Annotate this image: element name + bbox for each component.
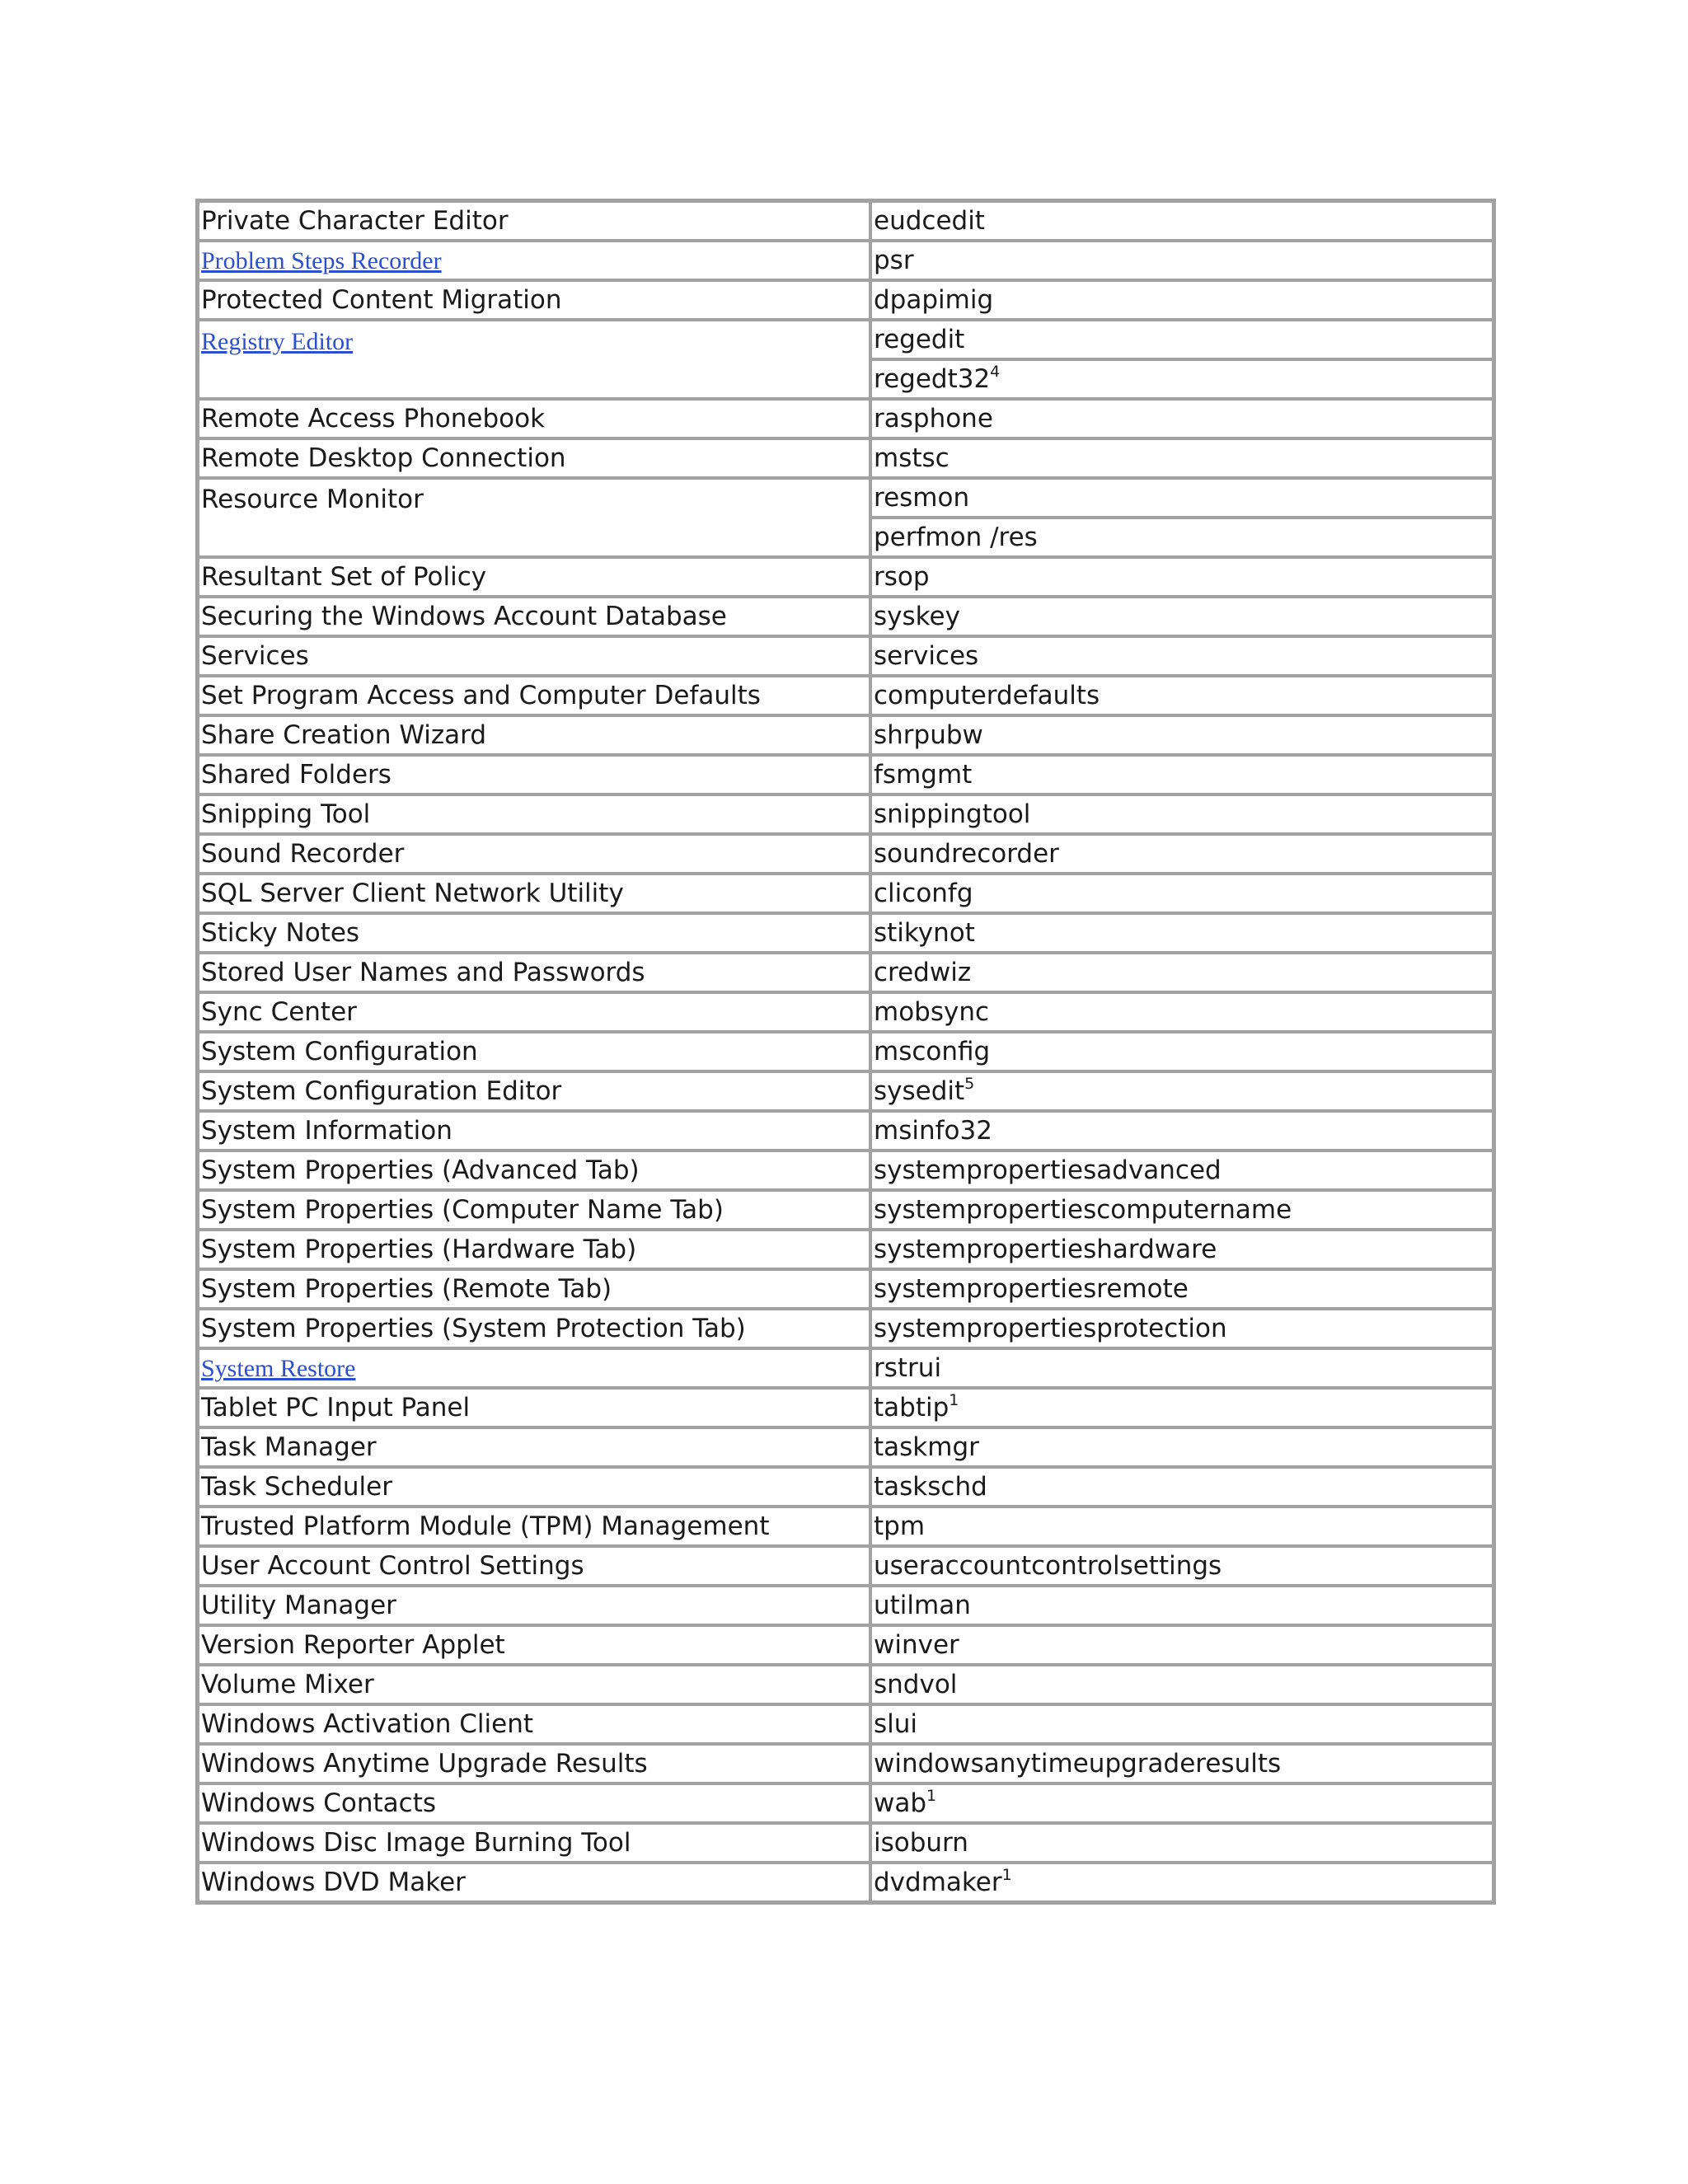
program-name: System Configuration Editor bbox=[201, 1076, 562, 1106]
table-row bbox=[198, 1863, 1493, 1902]
program-name-cell bbox=[198, 1269, 870, 1309]
command-text: rstrui bbox=[874, 1353, 942, 1383]
program-name-cell bbox=[198, 1704, 870, 1744]
command-cell bbox=[870, 1071, 1493, 1111]
command-cell bbox=[870, 636, 1493, 676]
program-name-cell bbox=[198, 1190, 870, 1230]
program-name-cell bbox=[198, 597, 870, 636]
program-name-cell bbox=[198, 755, 870, 794]
program-name: Resultant Set of Policy bbox=[201, 562, 487, 592]
command-cell bbox=[870, 794, 1493, 834]
program-name-cell bbox=[198, 1230, 870, 1269]
command-text: systempropertiescomputername bbox=[874, 1195, 1292, 1225]
program-name: System Properties (Remote Tab) bbox=[201, 1274, 612, 1304]
command-text: slui bbox=[874, 1709, 918, 1739]
table-row bbox=[198, 953, 1493, 992]
program-name-cell bbox=[198, 1032, 870, 1071]
command-text: perfmon /res bbox=[874, 523, 1038, 552]
program-name: System Configuration bbox=[201, 1037, 478, 1066]
footnote-marker: 4 bbox=[990, 363, 1001, 381]
command-cell bbox=[870, 1704, 1493, 1744]
command-cell bbox=[870, 320, 1493, 359]
command-cell bbox=[870, 1190, 1493, 1230]
command-cell bbox=[870, 438, 1493, 478]
program-name: Remote Desktop Connection bbox=[201, 443, 566, 473]
footnote-marker: 1 bbox=[1001, 1866, 1012, 1884]
table-row bbox=[198, 834, 1493, 874]
table-row bbox=[198, 1427, 1493, 1467]
program-name-link[interactable]: Registry Editor bbox=[201, 328, 354, 355]
program-name: Resource Monitor bbox=[201, 485, 424, 514]
command-text: snippingtool bbox=[874, 799, 1031, 829]
command-cell bbox=[870, 1388, 1493, 1427]
footnote-marker: 1 bbox=[949, 1391, 959, 1409]
footnote-marker: 5 bbox=[964, 1075, 975, 1093]
table-row bbox=[198, 1269, 1493, 1309]
table-row bbox=[198, 478, 1493, 518]
command-cell bbox=[870, 359, 1493, 399]
program-name: Sticky Notes bbox=[201, 918, 360, 948]
program-name: Task Scheduler bbox=[201, 1472, 392, 1502]
command-cell bbox=[870, 597, 1493, 636]
table-row bbox=[198, 1309, 1493, 1348]
program-name-cell bbox=[198, 1071, 870, 1111]
command-cell bbox=[870, 399, 1493, 438]
program-name-cell bbox=[198, 1151, 870, 1190]
command-cell bbox=[870, 557, 1493, 597]
program-name: Stored User Names and Passwords bbox=[201, 958, 645, 987]
command-text: tabtip bbox=[874, 1393, 950, 1422]
table-row bbox=[198, 1467, 1493, 1507]
command-text: tpm bbox=[874, 1511, 926, 1541]
table-row bbox=[198, 597, 1493, 636]
command-text: resmon bbox=[874, 483, 970, 513]
command-cell bbox=[870, 1348, 1493, 1388]
command-text: credwiz bbox=[874, 958, 972, 987]
program-name-cell bbox=[198, 241, 870, 280]
command-text: sysedit bbox=[874, 1076, 965, 1106]
table-row bbox=[198, 636, 1493, 676]
program-name-cell bbox=[198, 676, 870, 715]
table-row bbox=[198, 1704, 1493, 1744]
command-text: shrpubw bbox=[874, 720, 983, 750]
command-text: isoburn bbox=[874, 1828, 968, 1858]
program-name: Version Reporter Applet bbox=[201, 1630, 505, 1660]
program-name-cell bbox=[198, 715, 870, 755]
table-row bbox=[198, 794, 1493, 834]
program-name-cell bbox=[198, 201, 870, 241]
command-cell bbox=[870, 1823, 1493, 1863]
table-row bbox=[198, 438, 1493, 478]
table-row bbox=[198, 1230, 1493, 1269]
table-row bbox=[198, 1665, 1493, 1704]
table-row bbox=[198, 399, 1493, 438]
command-cell bbox=[870, 1546, 1493, 1586]
program-name: Windows Activation Client bbox=[201, 1709, 534, 1739]
command-cell bbox=[870, 953, 1493, 992]
command-table-body bbox=[198, 201, 1493, 1902]
command-cell bbox=[870, 1863, 1493, 1902]
program-name-cell bbox=[198, 636, 870, 676]
table-row bbox=[198, 1744, 1493, 1783]
command-text: taskschd bbox=[874, 1472, 987, 1502]
command-cell bbox=[870, 1032, 1493, 1071]
program-name-cell bbox=[198, 953, 870, 992]
command-text: computerdefaults bbox=[874, 681, 1100, 710]
table-row bbox=[198, 320, 1493, 359]
program-name: Windows Disc Image Burning Tool bbox=[201, 1828, 631, 1858]
table-row bbox=[198, 280, 1493, 320]
command-cell bbox=[870, 201, 1493, 241]
table-row bbox=[198, 913, 1493, 953]
command-text: systempropertieshardware bbox=[874, 1235, 1217, 1264]
program-name-cell bbox=[198, 913, 870, 953]
command-text: utilman bbox=[874, 1591, 971, 1620]
table-row bbox=[198, 1190, 1493, 1230]
command-cell bbox=[870, 1586, 1493, 1625]
program-name: Protected Content Migration bbox=[201, 285, 562, 315]
command-cell bbox=[870, 1111, 1493, 1151]
table-row bbox=[198, 1625, 1493, 1665]
table-row bbox=[198, 1388, 1493, 1427]
command-cell bbox=[870, 1309, 1493, 1348]
command-cell bbox=[870, 874, 1493, 913]
command-text: psr bbox=[874, 246, 914, 275]
command-cell bbox=[870, 715, 1493, 755]
program-name-cell bbox=[198, 1863, 870, 1902]
program-name: Securing the Windows Account Database bbox=[201, 602, 727, 631]
command-text: msinfo32 bbox=[874, 1116, 992, 1146]
command-text: fsmgmt bbox=[874, 760, 973, 790]
program-name-cell bbox=[198, 438, 870, 478]
command-text: regedit bbox=[874, 325, 965, 354]
command-cell bbox=[870, 1625, 1493, 1665]
command-text: cliconfg bbox=[874, 879, 973, 908]
program-name: Tablet PC Input Panel bbox=[201, 1393, 471, 1422]
program-name-cell bbox=[198, 399, 870, 438]
command-cell bbox=[870, 913, 1493, 953]
program-name-cell bbox=[198, 280, 870, 320]
table-row bbox=[198, 1546, 1493, 1586]
program-name-link[interactable]: System Restore bbox=[201, 1355, 356, 1382]
command-text: systempropertiesadvanced bbox=[874, 1155, 1221, 1185]
program-name-cell bbox=[198, 1427, 870, 1467]
command-cell bbox=[870, 992, 1493, 1032]
table-row bbox=[198, 557, 1493, 597]
program-name-cell bbox=[198, 1625, 870, 1665]
command-text: rasphone bbox=[874, 404, 993, 434]
program-name: Task Manager bbox=[201, 1432, 377, 1462]
program-name: System Properties (Hardware Tab) bbox=[201, 1235, 637, 1264]
command-cell bbox=[870, 280, 1493, 320]
command-cell bbox=[870, 1783, 1493, 1823]
command-text: services bbox=[874, 641, 979, 671]
program-name-cell bbox=[198, 1309, 870, 1348]
program-name: Shared Folders bbox=[201, 760, 392, 790]
program-name: User Account Control Settings bbox=[201, 1551, 584, 1581]
table-row bbox=[198, 715, 1493, 755]
command-text: dvdmaker bbox=[874, 1868, 1002, 1897]
command-text: useraccountcontrolsettings bbox=[874, 1551, 1222, 1581]
command-text: rsop bbox=[874, 562, 930, 592]
command-cell bbox=[870, 1269, 1493, 1309]
command-text: sndvol bbox=[874, 1670, 958, 1699]
program-name-cell bbox=[198, 874, 870, 913]
command-text: eudcedit bbox=[874, 206, 985, 236]
command-cell bbox=[870, 1230, 1493, 1269]
command-cell bbox=[870, 478, 1493, 518]
program-name: Utility Manager bbox=[201, 1591, 396, 1620]
table-row bbox=[198, 676, 1493, 715]
command-text: mobsync bbox=[874, 997, 990, 1027]
table-row bbox=[198, 1586, 1493, 1625]
program-name-cell bbox=[198, 794, 870, 834]
program-name: Volume Mixer bbox=[201, 1670, 374, 1699]
command-text: taskmgr bbox=[874, 1432, 979, 1462]
program-name-cell bbox=[198, 320, 870, 399]
command-text: regedt32 bbox=[874, 364, 991, 394]
table-row bbox=[198, 201, 1493, 241]
program-name-cell bbox=[198, 1348, 870, 1388]
program-name-cell bbox=[198, 1111, 870, 1151]
command-cell bbox=[870, 1665, 1493, 1704]
program-name-cell bbox=[198, 1823, 870, 1863]
program-name: System Properties (Advanced Tab) bbox=[201, 1155, 640, 1185]
command-text: syskey bbox=[874, 602, 960, 631]
program-name: Snipping Tool bbox=[201, 799, 371, 829]
program-name-cell bbox=[198, 1546, 870, 1586]
program-name: Windows DVD Maker bbox=[201, 1868, 466, 1897]
program-name: Windows Anytime Upgrade Results bbox=[201, 1749, 648, 1779]
program-name-cell bbox=[198, 1507, 870, 1546]
program-name-cell bbox=[198, 992, 870, 1032]
command-cell bbox=[870, 1507, 1493, 1546]
program-name-cell bbox=[198, 1388, 870, 1427]
command-text: dpapimig bbox=[874, 285, 994, 315]
program-name-cell bbox=[198, 1665, 870, 1704]
command-cell bbox=[870, 1467, 1493, 1507]
command-cell bbox=[870, 755, 1493, 794]
program-name-cell bbox=[198, 1783, 870, 1823]
program-name: System Properties (Computer Name Tab) bbox=[201, 1195, 724, 1225]
program-name: Share Creation Wizard bbox=[201, 720, 487, 750]
command-text: windowsanytimeupgraderesults bbox=[874, 1749, 1282, 1779]
table-row bbox=[198, 1151, 1493, 1190]
command-cell bbox=[870, 1744, 1493, 1783]
table-row bbox=[198, 1783, 1493, 1823]
program-name: SQL Server Client Network Utility bbox=[201, 879, 624, 908]
program-name: System Properties (System Protection Tab) bbox=[201, 1314, 746, 1343]
table-row bbox=[198, 874, 1493, 913]
command-cell bbox=[870, 518, 1493, 557]
table-row bbox=[198, 1348, 1493, 1388]
command-text: msconfig bbox=[874, 1037, 991, 1066]
program-name: Windows Contacts bbox=[201, 1788, 436, 1818]
program-name-link[interactable]: Problem Steps Recorder bbox=[201, 247, 442, 274]
program-name-cell bbox=[198, 478, 870, 557]
table-row bbox=[198, 241, 1493, 280]
command-cell bbox=[870, 676, 1493, 715]
command-text: stikynot bbox=[874, 918, 975, 948]
command-text: wab bbox=[874, 1788, 927, 1818]
table-row bbox=[198, 1507, 1493, 1546]
table-row bbox=[198, 992, 1493, 1032]
program-name: Sync Center bbox=[201, 997, 357, 1027]
command-table bbox=[195, 199, 1496, 1905]
program-name: Private Character Editor bbox=[201, 206, 509, 236]
program-name-cell bbox=[198, 1467, 870, 1507]
program-name: Services bbox=[201, 641, 309, 671]
program-name: Remote Access Phonebook bbox=[201, 404, 546, 434]
program-name-cell bbox=[198, 557, 870, 597]
command-cell bbox=[870, 241, 1493, 280]
command-text: winver bbox=[874, 1630, 959, 1660]
table-row bbox=[198, 1111, 1493, 1151]
command-cell bbox=[870, 1151, 1493, 1190]
program-name-cell bbox=[198, 834, 870, 874]
program-name-cell bbox=[198, 1744, 870, 1783]
command-cell bbox=[870, 834, 1493, 874]
footnote-marker: 1 bbox=[926, 1787, 937, 1805]
command-text: soundrecorder bbox=[874, 839, 1059, 869]
program-name: Set Program Access and Computer Defaults bbox=[201, 681, 761, 710]
table-row bbox=[198, 1071, 1493, 1111]
command-cell bbox=[870, 1427, 1493, 1467]
program-name: Trusted Platform Module (TPM) Management bbox=[201, 1511, 770, 1541]
table-row bbox=[198, 1823, 1493, 1863]
command-text: systempropertiesprotection bbox=[874, 1314, 1227, 1343]
program-name: Sound Recorder bbox=[201, 839, 405, 869]
command-text: systempropertiesremote bbox=[874, 1274, 1189, 1304]
table-row bbox=[198, 755, 1493, 794]
program-name: System Information bbox=[201, 1116, 452, 1146]
table-row bbox=[198, 1032, 1493, 1071]
command-text: mstsc bbox=[874, 443, 950, 473]
program-name-cell bbox=[198, 1586, 870, 1625]
